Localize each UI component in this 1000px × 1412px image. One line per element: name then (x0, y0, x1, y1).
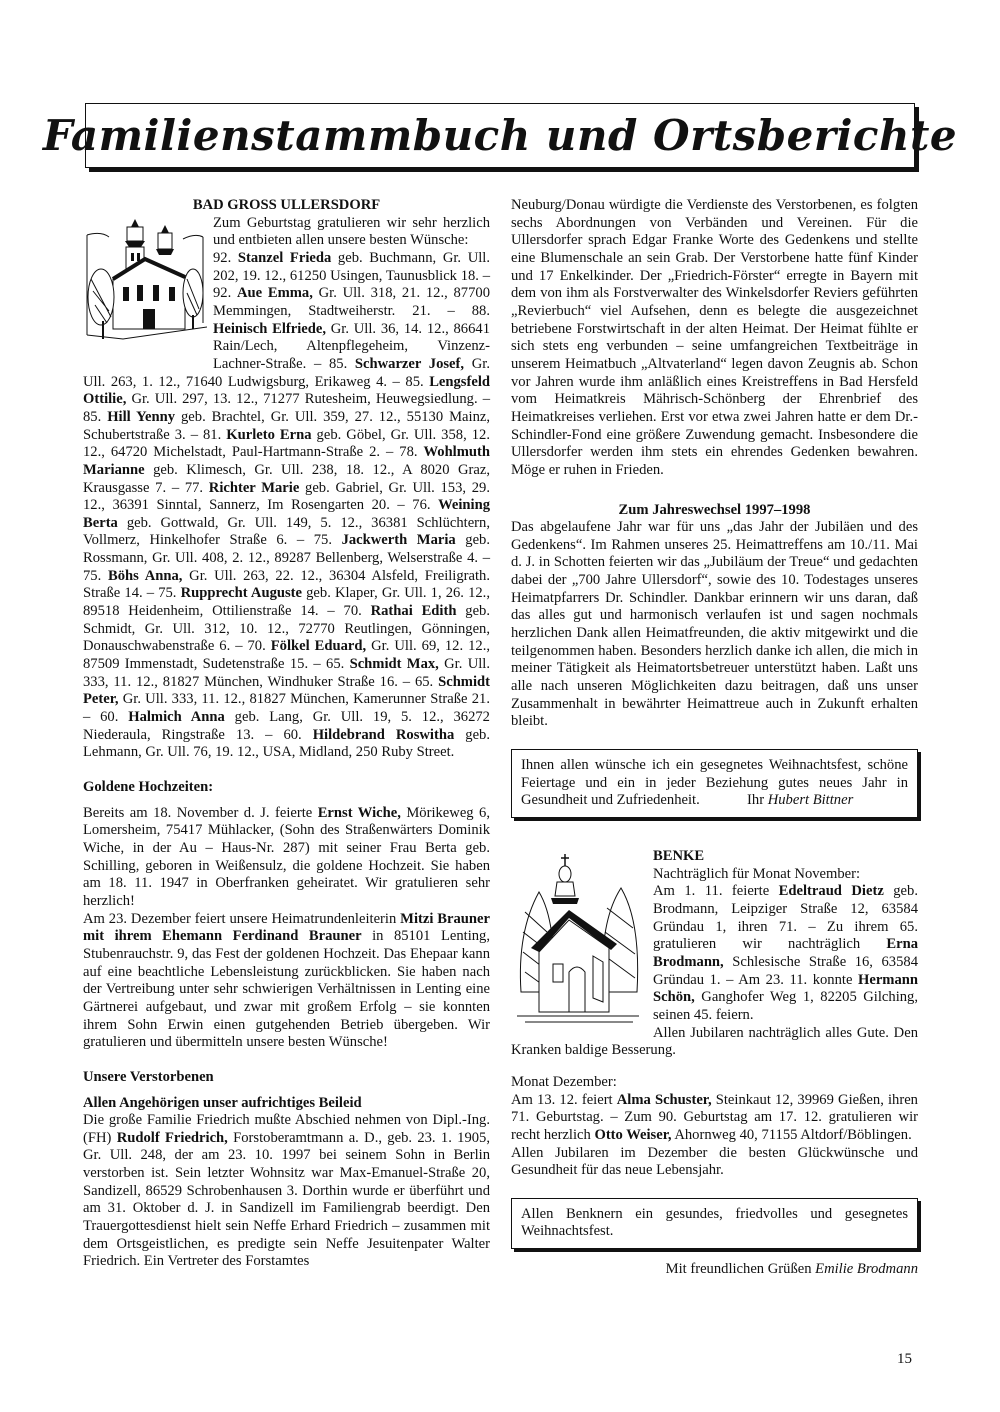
obituary-continuation: Neuburg/Donau würdigte die Verdienste des Verstorbenen, es folgten sechs Abordnungen von Verbänden und Vereinen. Für die Ullersdorfer sprach Edgar Franke Worte des Gedenkens und stellte eine Blumenschale an sein Grab. Der Verstorbene hatte fünf Kinder und 17 Enkelkinder. Der „Friedrich-Förster“ erregte in Bayern mit dem von ihm als Forstverwalter des Winkelsdorfer Reviers geführten „Revierbuch“ viel Aufsehen, denn es belegte die ausgezeichnet betriebene Forstwirtschaft in der alten Heimat. Der Heimat fühlte er sich stets eng verbunden – seine umfangreichen Textbeiträge in unserem Heimatbuch „Altvaterland“ legen davon Zeugnis ab. Schon vor Jahren wurde ihm anläßlich eines Kreistreffens in Bad Hersfeld vom Heimatkreis Mährisch-Schönberg der Ehrenbrief des Heimatkreises verliehen. Erst vor etwa zwei Jahren hatte er dem Dr.-Schindler-Fond eine größere Zuwendung gemacht. Insbesondere die Ullersdorfer werden ihm stets ein ehrendes Gedenken bewahren. Möge er ruhen in Frieden. (511, 197, 918, 478)
farewell-prefix: Mit freundlichen Grüßen (665, 1261, 816, 1278)
deceased-name: Rudolf Friedrich, (116, 1129, 228, 1146)
jubilee-name: Hill Yenny (107, 408, 176, 425)
benke-intro: Nachträglich für Monat November: (653, 865, 861, 882)
benke-closing: Allen Jubilaren nachträglich alles Gute. Den Kranken baldige Besserung. (511, 1024, 918, 1059)
new-year-paragraph: Das abgelaufene Jahr war für uns „das Jahr der Jubiläen und des Gedenkens“. Im Rahmen unseres 25. Heimattreffens am 10./11. Mai d. J. in Schotten feierten wir das „Jubiläum der Treue“ und gedachten dabei der „700 Jahre Ullersdorf“, sowie des 10. Todestages unseres Heimatpfarrers Dr. Schindler. Dankbar erinnern wir uns daran, daß das alles gut und harmonisch verlaufen ist und sagen nochmals herzlichen Dank allen Heimatfreunden, die aktiv mitgewirkt und die teilgenommen haben. Besonders herzlich danke ich allen, die mich in meiner Tätigkeit als Heimatortsbetreuer unterstützt haben. Laßt uns alle nach unseren Möglichkeiten dazu beitragen, daß uns unser Zusammenhalt in bewährter Heimattreue auch in Zukunft erhalten bleibt. (511, 519, 918, 730)
section-header-box (42, 103, 958, 168)
farewell-line (511, 1261, 918, 1279)
golden-wedding-name: Mitzi Brauner mit ihrem Ehemann Ferdinand Brauner (83, 910, 490, 945)
golden-wedding-paragraph-1: Bereits am 18. November d. J. feierte Ernst Wiche, Mörikeweg 6, Lomersheim, 75417 Mühlacker, (Sohn des Straßenwärters Dominik Wiche, in der Au – Haus-Nr. 287) mit seiner Frau Berta geb. Schilling, geboren in Weißensulz, die goldene Hochzeit. Sie haben am 18. 11. 1947 in Oberfranken geheiratet. Wir gratulieren sehr herzlich! (83, 804, 490, 909)
bad-gross-block (83, 215, 490, 762)
jubilee-name: Aue Emma, (236, 285, 313, 302)
jubilee-name: Rupprecht Auguste (180, 585, 302, 602)
benke-jubilee-name: Hermann Schön, (653, 971, 918, 1006)
heading-unsere-verstorbenen: Unsere Verstorbenen (83, 1068, 214, 1085)
chapel-illustration-icon (513, 852, 643, 1032)
greeting-box-bittner (511, 749, 918, 818)
bad-gross-intro: Zum Geburtstag gratulieren wir sehr herzlich und entbieten allen unsere besten Wünsche: (213, 214, 490, 249)
greeting-signature: Hubert Bittner (767, 792, 854, 809)
church-illustration-icon (83, 217, 207, 357)
obituary-paragraph: Die große Familie Friedrich mußte Abschied nehmen von Dipl.-Ing. (FH) Rudolf Friedrich, Forstoberamtmann a. D., geb. 23. 1. 1905, Gr. Ull. 248, der am 23. 10. 1997 bei seinem Sohn in Berlin verstorben ist. Sein letzter Wohnsitz war Max-Emanuel-Straße 20, Sandizell, 86529 Schrobenhausen 3. Dorthin wurde er überführt und am 31. Oktober d. J. in Sandizell im Familiengrab beerdigt. Den Trauergottesdienst hielt sein Neffe Erhard Friedrich – zusammen mit dem Ortsgeistlichen, es predigte sein Neffe Jesuitenpater Walter Friedrich. Ein Vertreter des Forstamtes (83, 1112, 490, 1270)
jubilee-name: Kurleto Erna (226, 426, 312, 443)
golden-wedding-paragraph-2: Am 23. Dezember feiert unsere Heimatrundenleiterin Mitzi Brauner mit ihrem Ehemann Ferdinand Brauner in 85101 Lenting, Stubenrauchstr. 9, das Fest der goldenen Hochzeit. Das Ehepaar kann auf eine beachtliche Lebensleistung zurückblicken. Sie haben nach der Vertreibung unter sehr schwierigen Verhältnissen in Lenting eine Gärtnerei aufgebaut, und zwar mit großem Erfolg – sie konnten ihrem Sohn Erwin einen gutgehenden Betrieb übergeben. Wir gratulieren und übermitteln unsere besten Wünsche! (83, 910, 490, 1051)
golden-wedding-name: Ernst Wiche, (317, 804, 401, 821)
greeting-sign-prefix: Ihr (747, 792, 768, 809)
heading-jahreswechsel: Zum Jahreswechsel 1997–1998 (618, 501, 811, 518)
benke-december-jubilee-name: Otto Weiser, (594, 1126, 672, 1143)
benke-november-list: Am 1. 11. feierte Edeltraud Dietz geb. Brodmann, Leipziger Straße 12, 63584 Gründau 1, ihren 71. – Zu ihrem 65. gratulieren wir nachträglich Erna Brodmann, Schlesische Straße 16, 63584 Gründau 1. – Am 23. 11. konnte Hermann Schön, Ganghofer Weg 1, 82205 Gilching, seinen 45. feiern. (653, 883, 918, 1023)
benke-jubilee-name: Erna Brodmann, (653, 936, 918, 970)
heading-bad-gross-ullersdorf: BAD GROSS ULLERSDORF (192, 197, 381, 213)
jubilee-name: Wohlmuth Marianne (83, 444, 490, 478)
condolence-subheading: Allen Angehörigen unser aufrichtiges Beileid (83, 1094, 362, 1111)
december-label: Monat Dezember: (511, 1073, 617, 1090)
jubilee-name: Böhs Anna, (107, 567, 183, 584)
page-number: 15 (897, 1351, 912, 1367)
jubilee-name: Hildebrand Roswitha (312, 726, 455, 743)
jubilee-name: Stanzel Frieda (237, 249, 332, 266)
greeting-text: Ihnen allen wünsche ich ein gesegnetes Weihnachtsfest, schöne Feiertage und ein in jeder Beziehung gutes neues Jahr in Gesundheit und Zufriedenheit. (521, 757, 908, 809)
left-column (83, 197, 490, 1271)
farewell-signature: Emilie Brodmann (815, 1261, 918, 1278)
jubilee-name: Fölkel Eduard, (270, 638, 367, 655)
jubilee-name: Jackwerth Maria (341, 532, 456, 549)
jubilee-name: Rathai Edith (370, 603, 457, 620)
jubilee-name: Weining Berta (83, 497, 490, 531)
benke-jubilee-name: Edeltraud Dietz (778, 883, 884, 900)
jubilee-name: Richter Marie (208, 479, 300, 496)
jubilee-name: Schmidt Peter, (83, 673, 490, 708)
greeting-box-benke (511, 1198, 918, 1249)
right-column (511, 197, 918, 1279)
jubilee-name: Lengsfeld Ottilie, (83, 373, 490, 408)
jubilee-name: Schwarzer Josef, (354, 355, 465, 372)
heading-goldene-hochzeiten: Goldene Hochzeiten: (83, 779, 214, 795)
benke-block (511, 848, 918, 1060)
benke-december-list: Am 13. 12. feiert Alma Schuster, Steinkaut 12, 39969 Gießen, ihren 71. Geburtstag. – Zum 90. Geburtstag am 17. 12. gratulieren wir recht herzlich Otto Weiser, Ahornweg 40, 71155 Altdorf/Böblingen. (511, 1091, 918, 1143)
jubilee-name: Schmidt Max, (349, 656, 439, 673)
section-title: Familienstammbuch und Ortsberichte (42, 111, 958, 160)
benke-greeting-text: Allen Benknern ein gesundes, friedvolles und gesegnetes Weihnachtsfest. (521, 1205, 908, 1240)
birthday-list: 92. Stanzel Frieda geb. Buchmann, Gr. Ull. 202, 19. 12., 61250 Usingen, Taunusblick 18. – 92. Aue Emma, Gr. Ull. 318, 21. 12., 87700 Memmingen, Stadtweiherstr. 21. – 88. Heinisch Elfriede, Gr. Ull. 36, 14. 12., 86641 Rain/Lech, Altenpflegeheim, Vinzenz-Lachner-Straße. – 85. Schwarzer Josef, Gr. Ull. 263, 1. 12., 71640 Ludwigsburg, Erikaweg 4. – 85. Lengsfeld Ottilie, Gr. Ull. 297, 13. 12., 71277 Rutesheim, Heuwegsiedlung. – 85. Hill Yenny geb. Brachtel, Gr. Ull. 359, 27. 12., 55130 Mainz, Schubertstraße 3. – 81. Kurleto Erna geb. Göbel, Gr. Ull. 358, 12. 12., 64720 Michelstadt, Paul-Hartmann-Straße 2. – 78. Wohlmuth Marianne geb. Klimesch, Gr. Ull. 238, 18. 12., A 8020 Graz, Krausgasse 7. – 77. Richter Marie geb. Gabriel, Gr. Ull. 153, 29. 12., 36391 Sinntal, Sannerz, Im Rosengarten 20. – 76. Weining Berta geb. Gottwald, Gr. Ull. 149, 5. 12., 36381 Schlüchtern, Vollmerz, Hinkelhofer Straße 6. – 75. Jackwerth Maria geb. Rossmann, Gr. Ull. 408, 2. 12., 89287 Bellenberg, Welserstraße 4. – 75. Böhs Anna, Gr. Ull. 263, 22. 12., 36304 Alsfeld, Freiligrath. Straße 14. – 75. Rupprecht Auguste geb. Klaper, Gr. Ull. 1, 26. 12., 89518 Heidenheim, Ottilienstraße 14. – 70. Rathai Edith geb. Schmidt, Gr. Ull. 312, 10. 12., 72770 Reutlingen, Gönningen, Donauschwabenstraße 6. – 70. Fölkel Eduard, Gr. Ull. 69, 12. 12., 87509 Immenstadt, Sudetenstraße 15. – 65. Schmidt Max, Gr. Ull. 333, 11. 12., 81827 München, Windhuker Straße 16. – 65. Schmidt Peter, Gr. Ull. 333, 11. 12., 81827 München, Kamerunner Straße 21. – 60. Halmich Anna geb. Lang, Gr. Ull. 19, 5. 12., 36272 Niederaula, Ringstraße 13. – 60. Hildebrand Roswitha geb. Lehmann, Gr. Ull. 76, 19. 12., USA, Midland, 250 Ruby Street. (83, 249, 491, 761)
jubilee-name: Halmich Anna (128, 709, 225, 726)
benke-december-jubilee-name: Alma Schuster, (616, 1091, 712, 1108)
december-closing: Allen Jubilaren im Dezember die besten Glückwünsche und Gesundheit für das neue Lebensjahr. (511, 1144, 918, 1179)
heading-benke: BENKE (653, 848, 705, 864)
jubilee-name: Heinisch Elfriede, (213, 320, 326, 337)
